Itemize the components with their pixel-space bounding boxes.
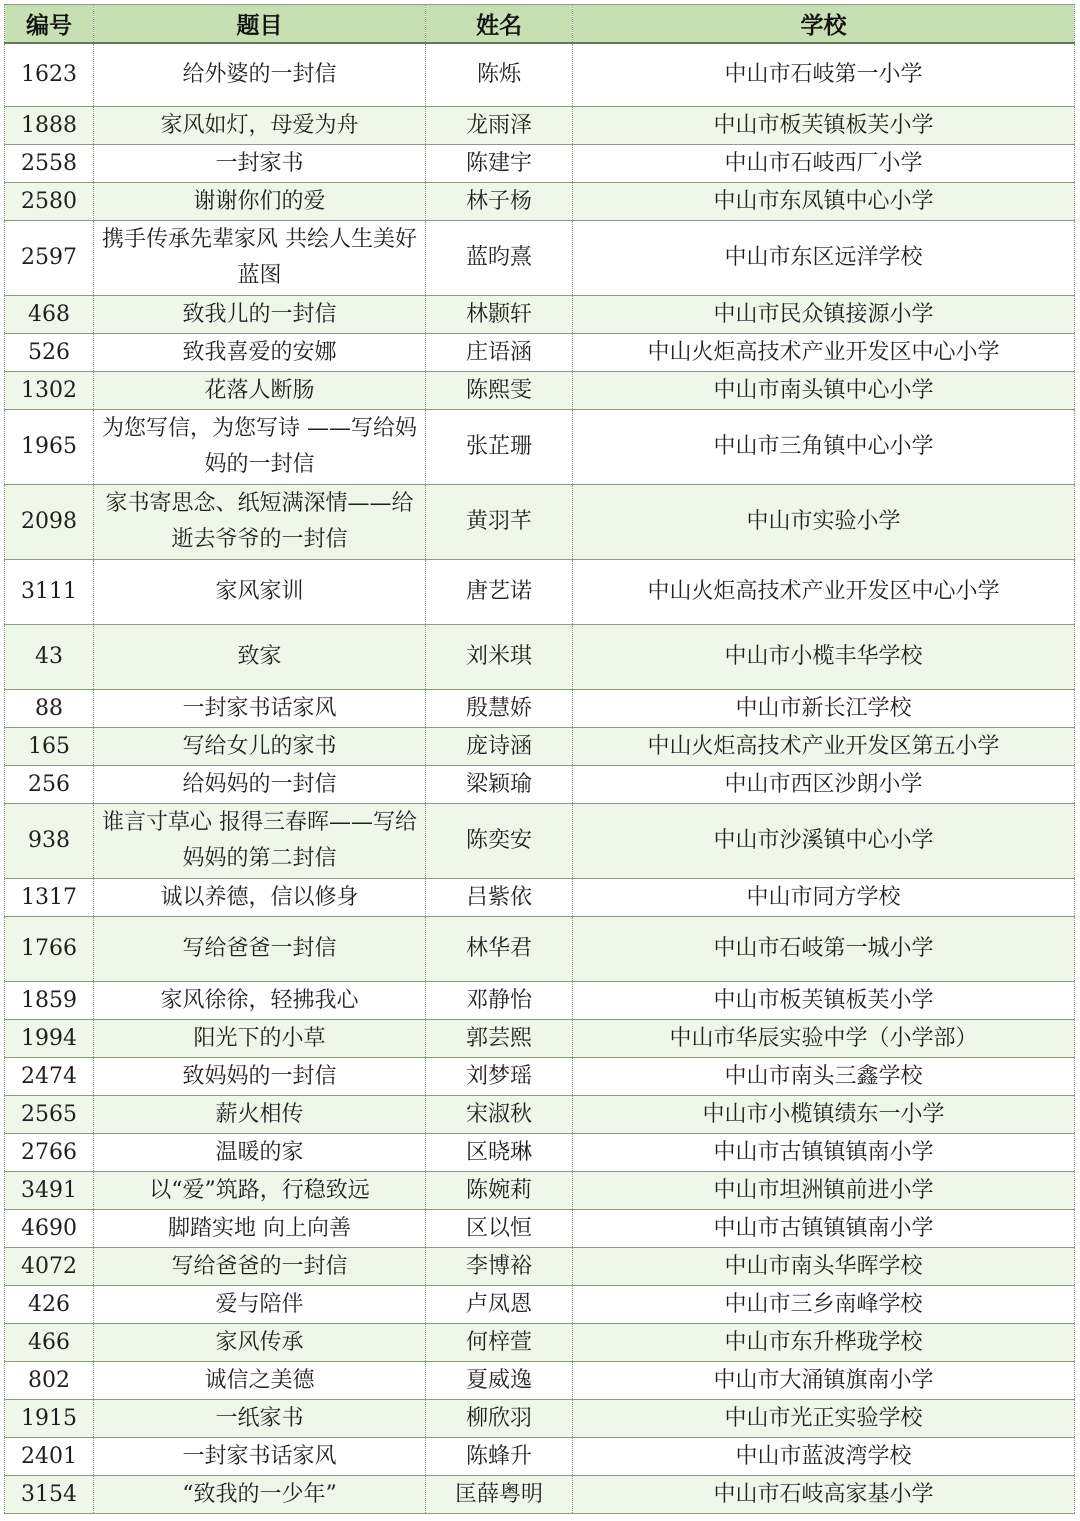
- cell-school: 中山市大涌镇旗南小学: [573, 1362, 1075, 1400]
- table-row: [5, 1324, 1075, 1362]
- cell-school: 中山市华辰实验中学（小学部）: [573, 1020, 1075, 1058]
- cell-name: 刘米琪: [426, 625, 573, 690]
- cell-id: 1915: [5, 1400, 94, 1438]
- cell-name: 区以恒: [426, 1210, 573, 1248]
- cell-school: 中山市石岐高家基小学: [573, 1476, 1075, 1514]
- cell-title: 薪火相传: [94, 1096, 426, 1134]
- cell-title: 致妈妈的一封信: [94, 1058, 426, 1096]
- cell-name: 陈奕安: [426, 804, 573, 879]
- cell-title: 一纸家书: [94, 1400, 426, 1438]
- cell-name: 梁颖瑜: [426, 766, 573, 804]
- cell-title: 爱与陪伴: [94, 1286, 426, 1324]
- cell-id: 1888: [5, 107, 94, 145]
- table-row: [5, 625, 1075, 690]
- cell-id: 2580: [5, 183, 94, 221]
- cell-id: 4072: [5, 1248, 94, 1286]
- cell-id: 2474: [5, 1058, 94, 1096]
- table-row: [5, 1210, 1075, 1248]
- table-body: [5, 43, 1075, 1514]
- cell-name: 林颢轩: [426, 296, 573, 334]
- cell-name: 陈蜂升: [426, 1438, 573, 1476]
- table-row: [5, 1286, 1075, 1324]
- table-row: [5, 804, 1075, 879]
- cell-school: 中山市实验小学: [573, 485, 1075, 560]
- table-row: [5, 1172, 1075, 1210]
- cell-school: 中山市新长江学校: [573, 690, 1075, 728]
- cell-name: 邓静怡: [426, 982, 573, 1020]
- cell-name: 陈熙雯: [426, 372, 573, 410]
- cell-id: 3111: [5, 560, 94, 625]
- cell-school: 中山市东升桦珑学校: [573, 1324, 1075, 1362]
- cell-name: 何梓萱: [426, 1324, 573, 1362]
- table-row: [5, 982, 1075, 1020]
- cell-name: 林子杨: [426, 183, 573, 221]
- table-row: [5, 334, 1075, 372]
- cell-school: 中山市蓝波湾学校: [573, 1438, 1075, 1476]
- cell-title: 一封家书话家风: [94, 1438, 426, 1476]
- table-row: [5, 766, 1075, 804]
- table-row: [5, 372, 1075, 410]
- table-row: [5, 221, 1075, 296]
- cell-id: 1965: [5, 410, 94, 485]
- cell-title: 诚信之美德: [94, 1362, 426, 1400]
- cell-title: 家风家训: [94, 560, 426, 625]
- cell-id: 1766: [5, 917, 94, 982]
- cell-name: 龙雨泽: [426, 107, 573, 145]
- cell-school: 中山市东区远洋学校: [573, 221, 1075, 296]
- cell-name: 唐艺诺: [426, 560, 573, 625]
- cell-name: 吕紫依: [426, 879, 573, 917]
- cell-id: 43: [5, 625, 94, 690]
- cell-id: 802: [5, 1362, 94, 1400]
- cell-name: 郭芸熙: [426, 1020, 573, 1058]
- cell-id: 526: [5, 334, 94, 372]
- cell-title: 写给爸爸一封信: [94, 917, 426, 982]
- cell-school: 中山市同方学校: [573, 879, 1075, 917]
- table-row: [5, 690, 1075, 728]
- cell-school: 中山市三乡南峰学校: [573, 1286, 1075, 1324]
- cell-name: 夏威逸: [426, 1362, 573, 1400]
- cell-id: 426: [5, 1286, 94, 1324]
- cell-id: 2766: [5, 1134, 94, 1172]
- cell-school: 中山市南头镇中心小学: [573, 372, 1075, 410]
- cell-id: 3491: [5, 1172, 94, 1210]
- cell-name: 林华君: [426, 917, 573, 982]
- cell-name: 蓝昀熹: [426, 221, 573, 296]
- cell-name: 张芷珊: [426, 410, 573, 485]
- table-row: [5, 43, 1075, 107]
- cell-name: 卢凤恩: [426, 1286, 573, 1324]
- awards-table: [4, 4, 1075, 1514]
- cell-school: 中山火炬高技术产业开发区中心小学: [573, 560, 1075, 625]
- header-name: 姓名: [426, 5, 573, 43]
- cell-title: 谢谢你们的爱: [94, 183, 426, 221]
- cell-school: 中山市沙溪镇中心小学: [573, 804, 1075, 879]
- table-row: [5, 1096, 1075, 1134]
- cell-title: 家风徐徐，轻拂我心: [94, 982, 426, 1020]
- cell-title: 致我喜爱的安娜: [94, 334, 426, 372]
- table-header: [5, 5, 1075, 43]
- cell-school: 中山市石岐第一小学: [573, 43, 1075, 107]
- cell-id: 2098: [5, 485, 94, 560]
- cell-title: 家风如灯，母爱为舟: [94, 107, 426, 145]
- cell-id: 1317: [5, 879, 94, 917]
- table-row: [5, 1400, 1075, 1438]
- table-row: [5, 410, 1075, 485]
- header-id: 编号: [5, 5, 94, 43]
- cell-id: 2565: [5, 1096, 94, 1134]
- cell-name: 庄语涵: [426, 334, 573, 372]
- cell-school: 中山市石岐第一城小学: [573, 917, 1075, 982]
- cell-school: 中山市三角镇中心小学: [573, 410, 1075, 485]
- cell-id: 1859: [5, 982, 94, 1020]
- cell-school: 中山市板芙镇板芙小学: [573, 982, 1075, 1020]
- cell-name: 宋淑秋: [426, 1096, 573, 1134]
- table-row: [5, 145, 1075, 183]
- cell-id: 4690: [5, 1210, 94, 1248]
- cell-school: 中山市板芙镇板芙小学: [573, 107, 1075, 145]
- cell-school: 中山火炬高技术产业开发区第五小学: [573, 728, 1075, 766]
- cell-title: 一封家书话家风: [94, 690, 426, 728]
- table-row: [5, 485, 1075, 560]
- cell-title: 给外婆的一封信: [94, 43, 426, 107]
- cell-name: 庞诗涵: [426, 728, 573, 766]
- cell-school: 中山市古镇镇镇南小学: [573, 1210, 1075, 1248]
- table-row: [5, 1134, 1075, 1172]
- cell-title: 家书寄思念、纸短满深情——给逝去爷爷的一封信: [94, 485, 426, 560]
- cell-title: “致我的一少年”: [94, 1476, 426, 1514]
- cell-title: 家风传承: [94, 1324, 426, 1362]
- cell-id: 1302: [5, 372, 94, 410]
- cell-title: 写给爸爸的一封信: [94, 1248, 426, 1286]
- table-row: [5, 917, 1075, 982]
- cell-name: 李博裕: [426, 1248, 573, 1286]
- cell-school: 中山市南头华晖学校: [573, 1248, 1075, 1286]
- cell-school: 中山市小榄丰华学校: [573, 625, 1075, 690]
- cell-school: 中山市西区沙朗小学: [573, 766, 1075, 804]
- header-school: 学校: [573, 5, 1075, 43]
- header-title: 题目: [94, 5, 426, 43]
- table-row: [5, 1248, 1075, 1286]
- cell-school: 中山市小榄镇绩东一小学: [573, 1096, 1075, 1134]
- cell-title: 诚以养德，信以修身: [94, 879, 426, 917]
- cell-title: 阳光下的小草: [94, 1020, 426, 1058]
- cell-name: 黄羽芊: [426, 485, 573, 560]
- cell-name: 刘梦瑶: [426, 1058, 573, 1096]
- cell-title: 给妈妈的一封信: [94, 766, 426, 804]
- cell-id: 88: [5, 690, 94, 728]
- table-row: [5, 560, 1075, 625]
- cell-name: 区晓琳: [426, 1134, 573, 1172]
- cell-school: 中山市民众镇接源小学: [573, 296, 1075, 334]
- cell-id: 3154: [5, 1476, 94, 1514]
- cell-title: 致家: [94, 625, 426, 690]
- cell-title: 温暖的家: [94, 1134, 426, 1172]
- cell-title: 谁言寸草心 报得三春晖——写给妈妈的第二封信: [94, 804, 426, 879]
- cell-id: 2597: [5, 221, 94, 296]
- cell-school: 中山市石岐西厂小学: [573, 145, 1075, 183]
- table-row: [5, 1438, 1075, 1476]
- cell-id: 938: [5, 804, 94, 879]
- cell-id: 2401: [5, 1438, 94, 1476]
- table-row: [5, 1362, 1075, 1400]
- cell-school: 中山火炬高技术产业开发区中心小学: [573, 334, 1075, 372]
- table-row: [5, 296, 1075, 334]
- cell-title: 以“爱”筑路，行稳致远: [94, 1172, 426, 1210]
- cell-title: 为您写信，为您写诗 ——写给妈妈的一封信: [94, 410, 426, 485]
- cell-id: 1994: [5, 1020, 94, 1058]
- header-row: [5, 5, 1075, 43]
- cell-title: 写给女儿的家书: [94, 728, 426, 766]
- table-row: [5, 1476, 1075, 1514]
- table-row: [5, 183, 1075, 221]
- cell-id: 1623: [5, 43, 94, 107]
- cell-name: 陈烁: [426, 43, 573, 107]
- cell-school: 中山市坦洲镇前进小学: [573, 1172, 1075, 1210]
- cell-title: 携手传承先辈家风 共绘人生美好蓝图: [94, 221, 426, 296]
- cell-id: 466: [5, 1324, 94, 1362]
- cell-school: 中山市光正实验学校: [573, 1400, 1075, 1438]
- cell-title: 脚踏实地 向上向善: [94, 1210, 426, 1248]
- cell-school: 中山市东凤镇中心小学: [573, 183, 1075, 221]
- cell-name: 匡薛粤明: [426, 1476, 573, 1514]
- table-row: [5, 1058, 1075, 1096]
- cell-title: 致我儿的一封信: [94, 296, 426, 334]
- cell-title: 一封家书: [94, 145, 426, 183]
- table-row: [5, 1020, 1075, 1058]
- cell-name: 殷慧娇: [426, 690, 573, 728]
- table-row: [5, 107, 1075, 145]
- cell-name: 柳欣羽: [426, 1400, 573, 1438]
- cell-school: 中山市南头三鑫学校: [573, 1058, 1075, 1096]
- cell-id: 165: [5, 728, 94, 766]
- cell-id: 468: [5, 296, 94, 334]
- table-row: [5, 728, 1075, 766]
- cell-title: 花落人断肠: [94, 372, 426, 410]
- table-row: [5, 879, 1075, 917]
- cell-id: 256: [5, 766, 94, 804]
- cell-name: 陈婉莉: [426, 1172, 573, 1210]
- cell-id: 2558: [5, 145, 94, 183]
- cell-school: 中山市古镇镇镇南小学: [573, 1134, 1075, 1172]
- cell-name: 陈建宇: [426, 145, 573, 183]
